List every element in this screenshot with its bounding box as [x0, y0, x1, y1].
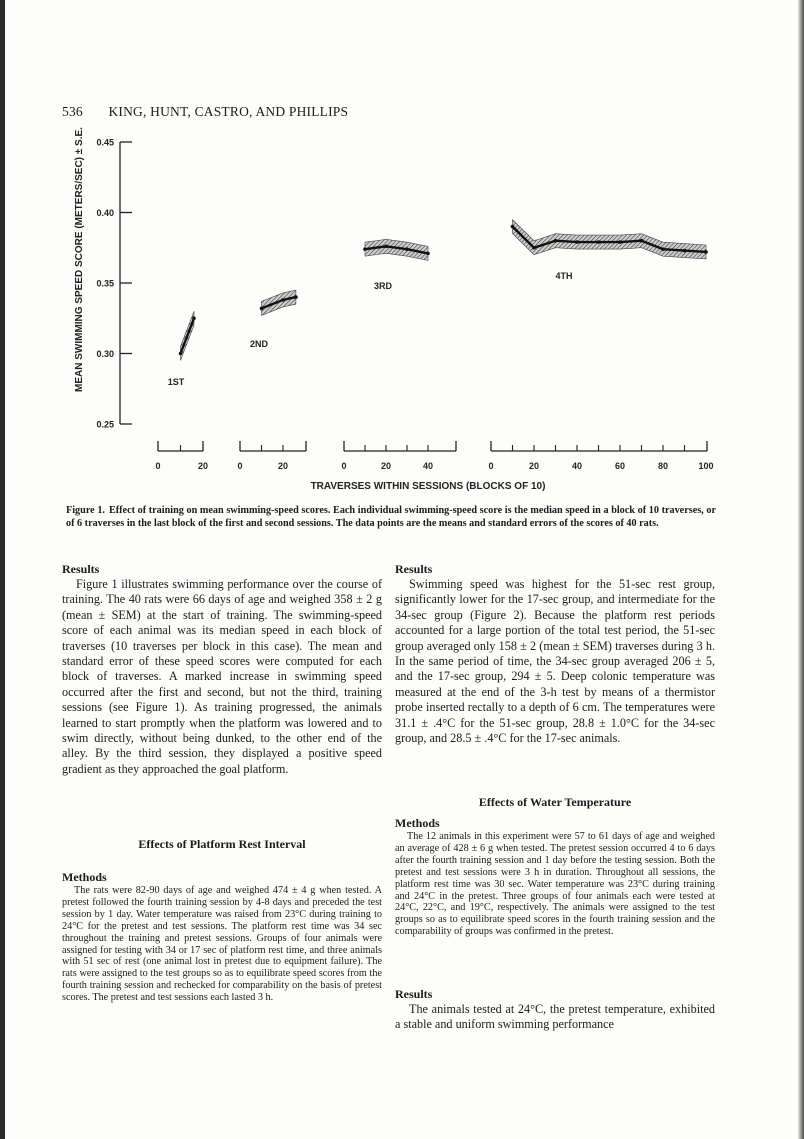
data-point: [179, 352, 183, 356]
x-tick-label: 20: [528, 461, 540, 471]
data-point: [260, 307, 264, 311]
x-tick-label: 20: [197, 461, 209, 471]
methods-heading-right: Methods: [395, 816, 440, 830]
results-heading: Results: [62, 562, 100, 576]
left-column-methods: [62, 837, 382, 1004]
results-paragraph: Figure 1 illustrates swimming performance over the course of training. The 40 rats were 66 days of age and weighed 358 ± 2 g (mean ± SEM) at the start of training. The swimming-speed score of each animal was its median speed in each block of traverses (10 traverses per block in this case). The mean and standard error of these speed scores were computed for each block of traverses. A marked increase in swimming speed occurred after the first and second, but not the third, training sessions (see Figure 1). As training progressed, the animals learned to start promptly when the platform was lowered and to swim directly, without being dunked, to the other end of the alley. By the third session, they displayed a positive speed gradient as they approached the goal platform.: [62, 577, 382, 776]
figure-1-chart: [0, 0, 804, 500]
results-heading-right-2: Results: [395, 987, 433, 1001]
y-tick-label: 0.45: [96, 137, 114, 148]
running-head-authors: KING, HUNT, CASTRO, AND PHILLIPS: [108, 104, 349, 119]
data-point: [384, 245, 388, 249]
data-point: [192, 316, 196, 320]
x-tick-label: 0: [155, 461, 161, 471]
x-axis-label: TRAVERSES WITHIN SESSIONS (BLOCKS OF 10): [310, 481, 546, 492]
data-point: [704, 250, 708, 254]
series-label: 2ND: [249, 339, 269, 349]
data-point: [511, 225, 515, 229]
methods-paragraph: The rats were 82-90 days of age and weighed 474 ± 4 g when tested. A pretest followed the fourth training session by 4-8 days and preceded the test session by 1 day. Water temperature was raised from 23°C during training to 24°C for the pretest and test sessions. The platform rest time was 34 sec throughout the training and pretest sessions. Groups of four animals were assigned for testing with 34 or 17 sec of platform rest time, and three animals with 51 sec of rest (one animal lost in pretest due to equipment failure). The rats were assigned to the test groups so as to equilibrate speed scores from the fourth training session and rechecked for comparability on the basis of pretest scores. The pretest and test sessions each lasted 3 h.: [62, 885, 382, 1004]
x-tick-label: 0: [341, 461, 347, 471]
x-tick-label: 0: [488, 461, 494, 471]
x-tick-label: 80: [657, 461, 669, 471]
page-number: 536: [62, 104, 83, 119]
right-column-results: [395, 562, 715, 746]
results-heading-right: Results: [395, 562, 433, 576]
x-axes: [155, 441, 713, 471]
figure-caption-label: Figure 1.: [66, 505, 105, 516]
x-tick-label: 20: [380, 461, 392, 471]
x-tick-label: 0: [237, 461, 243, 471]
x-tick-label: 20: [277, 461, 289, 471]
data-point: [597, 240, 601, 244]
data-point: [363, 247, 367, 251]
data-point: [575, 240, 579, 244]
right-column-methods: [395, 795, 715, 938]
y-tick-label: 0.25: [96, 419, 114, 430]
y-tick-label: 0.40: [96, 208, 114, 218]
section-heading-platform-rest: Effects of Platform Rest Interval: [138, 837, 306, 851]
data-point: [683, 249, 687, 253]
x-axis-session-4: [488, 441, 713, 471]
results-paragraph-right-2: The animals tested at 24°C, the pretest temperature, exhibited a stable and uniform swimming performance: [395, 1002, 715, 1032]
data-point: [554, 239, 558, 243]
left-column-results: [62, 562, 382, 777]
data-point: [640, 239, 644, 243]
x-axis-session-1: [155, 441, 208, 471]
data-point: [294, 295, 298, 299]
y-tick-label: 0.35: [96, 278, 114, 289]
series-mean-line: [181, 318, 195, 353]
figure-caption-text: Effect of training on mean swimming-speed scores. Each individual swimming-speed score is the median speed in a block of 10 traverses, or of 6 traverses in the last block of the first and second sessions. The data points are the means and standard errors of the scores of 40 rats.: [66, 505, 716, 529]
y-axis-label: MEAN SWIMMING SPEED SCORE (METERS/SEC) ± S.E.: [74, 127, 85, 392]
y-ticks: [96, 138, 132, 430]
x-axis-session-3: [341, 441, 456, 471]
data-point: [532, 246, 536, 250]
series-label: 4TH: [555, 271, 573, 281]
section-heading-water-temperature: Effects of Water Temperature: [478, 795, 632, 809]
figure-caption: [66, 505, 716, 530]
series-se-band: [365, 239, 428, 260]
x-axis-session-2: [237, 441, 306, 471]
data-point: [426, 252, 430, 256]
series-labels: [168, 271, 573, 387]
data-point: [618, 240, 622, 244]
data-point: [661, 247, 665, 251]
results-paragraph-right: Swimming speed was highest for the 51-sec rest group, significantly lower for the 17-sec group, and intermediate for the 34-sec group (Figure 2). Because the platform rest periods accounted for a large portion of the total test period, the 51-sec group averaged only 158 ± 2 (mean ± SEM) traverses during 3 h. In the same period of time, the 34-sec group averaged 206 ± 5, and the 17-sec group, 294 ± 5. Deep colonic temperature was measured at the end of the 3-h test by means of a thermistor probe inserted rectally to a depth of 6 cm. The temperatures were 31.1 ± .4°C for the 51-sec group, 28.8 ± 1.0°C for the 34-sec group, and 28.5 ± .4°C for the 17-sec animals.: [395, 577, 715, 746]
series-label: 1ST: [167, 377, 185, 387]
y-tick-label: 0.30: [96, 349, 114, 359]
methods-heading: Methods: [62, 870, 107, 884]
series-label: 3RD: [373, 281, 393, 291]
x-tick-label: 40: [422, 461, 434, 471]
x-tick-label: 40: [571, 461, 583, 471]
data-point: [405, 247, 409, 251]
right-column-results-2: [395, 987, 715, 1033]
series-se-band: [513, 220, 707, 259]
x-tick-label: 100: [698, 461, 714, 471]
methods-paragraph-right: The 12 animals in this experiment were 57 to 61 days of age and weighed an average of 428 ± 6 g when tested. The pretest session occurred 4 to 6 days after the fourth training session and 1 day before the testing session. Both the pretest and test sessions were 3 h in duration. Throughout all sessions, the platform rest time was 30 sec. Water temperature was 23°C during training and 24°C in the pretest. Three groups of four animals each were tested at 24°C, 22°C, and 19°C, respectively. The animals were assigned to the test groups so as to equilibrate speed scores in the fourth training session and the comparability of groups was confirmed in the pretest.: [395, 831, 715, 938]
data-point: [281, 298, 285, 302]
x-tick-label: 60: [614, 461, 626, 471]
